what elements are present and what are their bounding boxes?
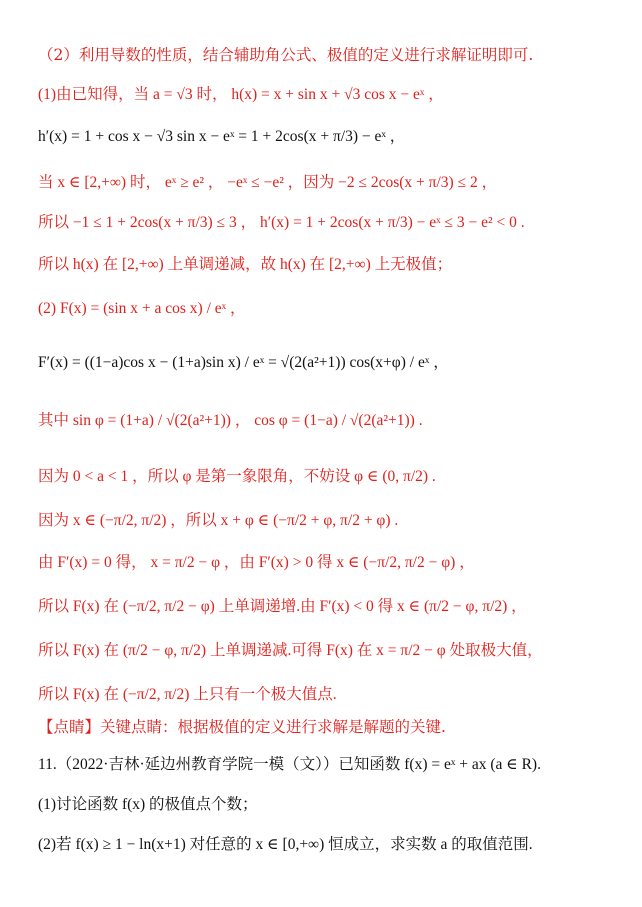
- line-11: 因为 x ∈ (−π/2, π/2) ，所以 x + φ ∈ (−π/2 + φ, π/2 + φ) .: [38, 512, 399, 529]
- line-3: h′(x) = 1 + cos x − √3 sin x − eˣ = 1 + 2cos(x + π/3) − eˣ ，: [38, 128, 406, 145]
- line-4: 当 x ∈ [2,+∞) 时， eˣ ≥ e² ， −eˣ ≤ −e² ，因为 −2 ≤ 2cos(x + π/3) ≤ 2 ，: [38, 174, 498, 191]
- line-12: 由 F′(x) = 0 得， x = π/2 − φ ，由 F′(x) > 0 得 x ∈ (−π/2, π/2 − φ) ，: [38, 554, 475, 571]
- line-1: （2）利用导数的性质，结合辅助角公式、极值的定义进行求解证明即可.: [38, 46, 534, 64]
- problem-11-title: 11.（2022·吉林·延边州教育学院一模（文））已知函数 f(x) = eˣ + ax (a ∈ R).: [38, 756, 541, 773]
- line-13: 所以 F(x) 在 (−π/2, π/2 − φ) 上单调递增.由 F′(x) < 0 得 x ∈ (π/2 − φ, π/2) ，: [38, 598, 527, 615]
- line-5: 所以 −1 ≤ 1 + 2cos(x + π/3) ≤ 3 ， h′(x) = 1 + 2cos(x + π/3) − eˣ ≤ 3 − e² < 0 .: [38, 214, 525, 231]
- line-14: 所以 F(x) 在 (π/2 − φ, π/2) 上单调递减.可得 F(x) 在 x = π/2 − φ 处取极大值，: [38, 642, 543, 659]
- line-7: (2) F(x) = (sin x + a cos x) / eˣ ，: [38, 300, 246, 317]
- line-15: 所以 F(x) 在 (−π/2, π/2) 上只有一个极大值点.: [38, 686, 337, 703]
- line-9: 其中 sin φ = (1+a) / √(2(a²+1)) ， cos φ = (1−a) / √(2(a²+1)) .: [38, 412, 423, 429]
- key-point-note: 【点睛】关键点睛：根据极值的定义进行求解是解题的关键.: [38, 718, 446, 736]
- line-8: F′(x) = ((1−a)cos x − (1+a)sin x) / eˣ = √(2(a²+1)) cos(x+φ) / eˣ ，: [38, 354, 449, 371]
- line-6: 所以 h(x) 在 [2,+∞) 上单调递减，故 h(x) 在 [2,+∞) 上无极值；: [38, 256, 453, 273]
- line-2: (1)由已知得，当 a = √3 时， h(x) = x + sin x + √3 cos x − eˣ ，: [38, 86, 444, 103]
- line-10: 因为 0 < a < 1 ，所以 φ 是第一象限角，不妨设 φ ∈ (0, π/2) .: [38, 468, 436, 485]
- problem-11-part-1: (1)讨论函数 f(x) 的极值点个数；: [38, 796, 258, 813]
- problem-11-part-2: (2)若 f(x) ≥ 1 − ln(x+1) 对任意的 x ∈ [0,+∞) 恒成立，求实数 a 的取值范围.: [38, 836, 533, 853]
